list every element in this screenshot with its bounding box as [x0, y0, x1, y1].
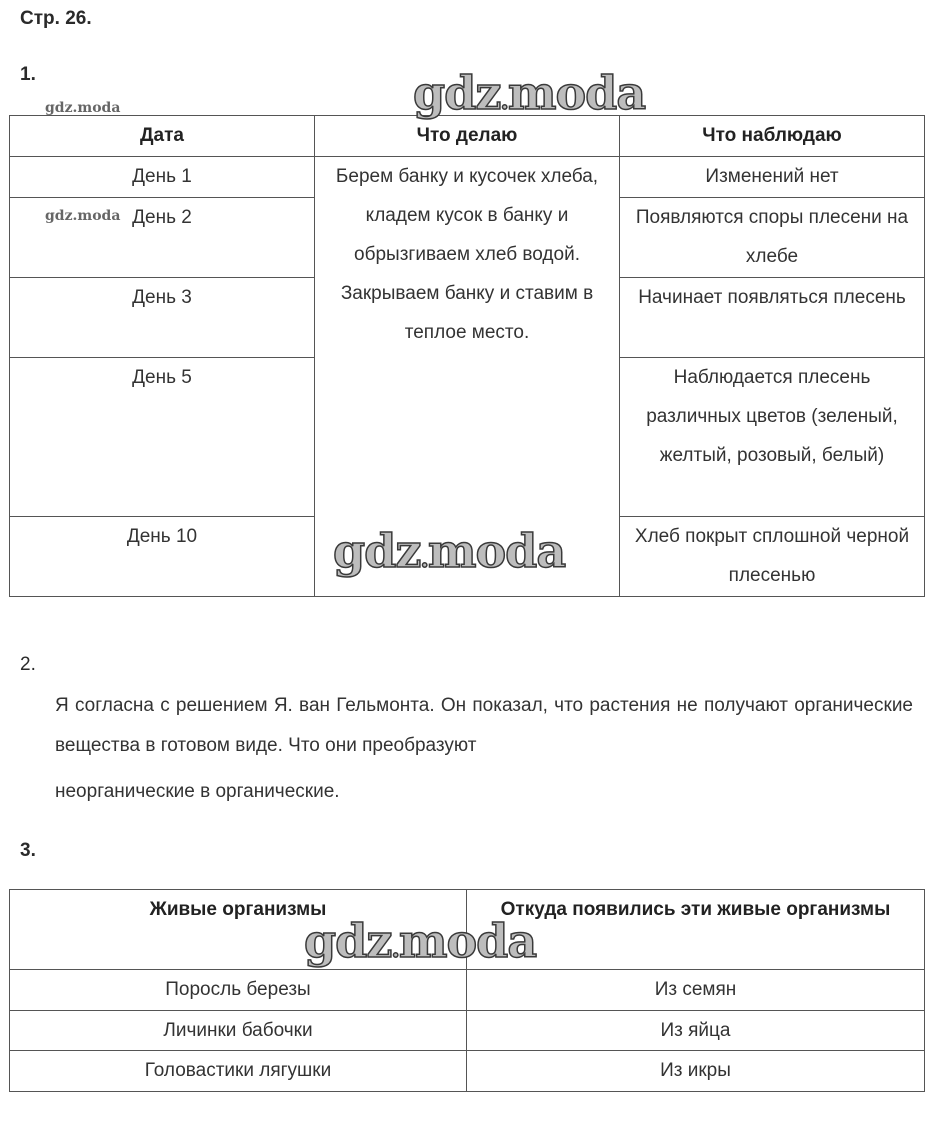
- task-2-answer: [55, 686, 913, 812]
- date-cell: День 2: [10, 198, 315, 278]
- observation-cell: Начинает появляться плесень: [620, 278, 925, 358]
- header-observation: Что наблюдаю: [620, 116, 925, 157]
- task-2-text-last: неорганические в органические.: [55, 781, 340, 802]
- table-row: [10, 1051, 925, 1092]
- origin-cell: Из икры: [467, 1051, 925, 1092]
- table-row: [10, 157, 925, 198]
- organism-cell: Поросль березы: [10, 970, 467, 1011]
- origin-cell: Из семян: [467, 970, 925, 1011]
- task-2-text-main: Я согласна с решением Я. ван Гельмонта. Он показал, что растения не получают органические вещества в готовом виде. Что они преобразуют: [55, 695, 913, 756]
- watermark-logo: gdz.moda: [413, 66, 646, 120]
- header-action: Что делаю: [315, 116, 620, 157]
- date-cell: День 3: [10, 278, 315, 358]
- task-3-number: 3.: [20, 840, 36, 861]
- observation-cell: Появляются споры плесени на хлебе: [620, 198, 925, 278]
- table-row: [10, 970, 925, 1011]
- header-organisms: Живые организмы: [10, 890, 467, 970]
- task-2-number: 2.: [20, 654, 36, 675]
- observation-cell: Хлеб покрыт сплошной черной плесенью: [620, 517, 925, 597]
- observation-cell: Наблюдается плесень различных цветов (зеленый, желтый, розовый, белый): [620, 358, 925, 517]
- page-title: Стр. 26.: [20, 8, 92, 29]
- watermark-logo-small: gdz.moda: [45, 100, 121, 116]
- organism-cell: Личинки бабочки: [10, 1011, 467, 1051]
- action-cell: Берем банку и кусочек хлеба, кладем кусок в банку и обрызгиваем хлеб водой. Закрываем банку и ставим в теплое место.: [315, 157, 620, 597]
- task-1-number: 1.: [20, 64, 36, 85]
- date-cell: День 1: [10, 157, 315, 198]
- date-cell: День 10: [10, 517, 315, 597]
- table-row: [10, 1011, 925, 1051]
- header-date: Дата: [10, 116, 315, 157]
- table-header-row: [10, 116, 925, 157]
- watermark-logo-small: gdz.moda: [45, 208, 121, 224]
- header-origin: Откуда появились эти живые организмы: [467, 890, 925, 970]
- organism-cell: Головастики лягушки: [10, 1051, 467, 1092]
- watermark-logo: gdz.moda: [304, 914, 537, 968]
- origin-cell: Из яйца: [467, 1011, 925, 1051]
- watermark-logo: gdz.moda: [333, 524, 566, 578]
- date-cell: День 5: [10, 358, 315, 517]
- observation-cell: Изменений нет: [620, 157, 925, 198]
